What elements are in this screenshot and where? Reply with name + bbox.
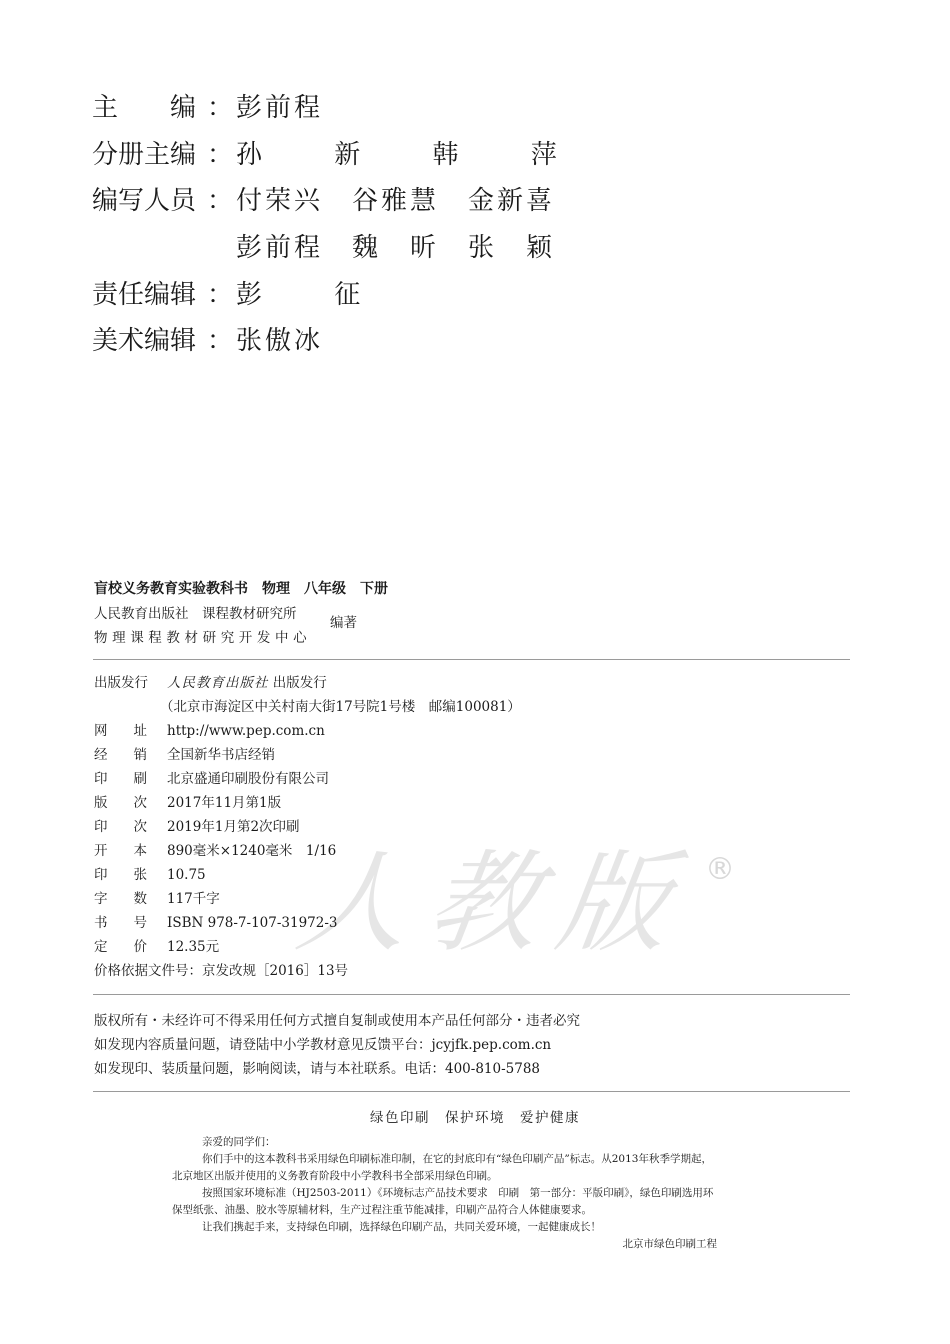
credit-value: 付荣兴 谷雅慧 金新喜 <box>236 186 556 216</box>
credit-label: 主 编 <box>92 93 197 123</box>
info-label: 开本 <box>94 843 173 859</box>
credit-value: 彭前程 魏 昕 张 颖 <box>236 233 556 263</box>
info-value: http://www.pep.com.cn <box>167 723 325 739</box>
info-value: 890毫米×1240毫米 1/16 <box>167 843 337 859</box>
credit-colon: ： <box>207 186 234 216</box>
info-label: 版次 <box>94 795 173 811</box>
info-label: 印刷 <box>94 771 173 787</box>
info-label: 定价 <box>94 939 173 955</box>
info-value: 12.35元 <box>167 939 220 955</box>
info-value: 2019年1月第2次印刷 <box>167 819 300 835</box>
credit-value: 彭前程 <box>236 93 324 123</box>
credit-label: 分册主编 <box>92 140 197 170</box>
credit-label: 编写人员 <box>92 186 197 216</box>
credit-colon: ： <box>207 280 234 310</box>
credit-label: 美术编辑 <box>92 326 197 356</box>
info-value: 北京盛通印刷股份有限公司 <box>167 771 329 787</box>
notice-paragraph-2: 按照国家环境标准（HJ2503-2011）《环境标志产品技术要求 印刷 第一部分：平版印刷》，绿色印刷选用环保型纸张、油墨、胶水等原辅材料，生产过程注重节能减排，印刷产品符合人体健康要求。 <box>172 1187 714 1216</box>
compiled-mark: 编著 <box>330 615 357 631</box>
info-value: 2017年11月第1版 <box>167 795 282 811</box>
notice-paragraph-1: 你们手中的这本教科书采用绿色印刷标准印制，在它的封底印有“绿色印刷产品”标志。从2013年秋季学期起，北京地区出版并使用的义务教育阶段中小学教科书全部采用绿色印刷。 <box>172 1153 712 1182</box>
publisher-line-2: 物理课程教材研究开发中心 <box>94 630 312 646</box>
info-label: 书号 <box>94 915 173 931</box>
green-print-notice <box>172 1134 717 1253</box>
info-value <box>167 672 327 694</box>
info-label: 印次 <box>94 819 173 835</box>
credit-value: 彭 征 <box>236 280 393 310</box>
info-label: 出版发行 <box>94 675 148 691</box>
divider <box>93 1091 850 1092</box>
info-value: 10.75 <box>167 867 206 883</box>
divider <box>93 994 850 995</box>
credit-value: 张傲冰 <box>236 326 324 356</box>
info-value: （北京市海淀区中关村南大街17号院1号楼 邮编100081） <box>160 699 521 715</box>
publisher-logo: 人民教育出版社 <box>167 675 269 691</box>
notice-paragraph-3: 让我们携起手来，支持绿色印刷，选择绿色印刷产品，共同关爱环境，一起健康成长！ <box>202 1221 601 1233</box>
green-print-title: 绿色印刷 保护环境 爱护健康 <box>370 1110 580 1126</box>
credit-colon: ： <box>207 326 234 356</box>
credit-value: 孙 新 韩 萍 <box>236 140 589 170</box>
registered-mark: ® <box>705 852 735 887</box>
book-title: 盲校义务教育实验教科书 物理 八年级 下册 <box>94 581 388 597</box>
notice-greeting: 亲爱的同学们： <box>202 1136 276 1148</box>
info-value: 价格依据文件号：京发改规［2016］13号 <box>94 963 349 979</box>
publish-suffix: 出版发行 <box>272 675 327 691</box>
copyright-line-1: 版权所有・未经许可不得采用任何方式擅自复制或使用本产品任何部分・违者必究 <box>94 1013 580 1029</box>
info-label: 印张 <box>94 867 173 883</box>
info-value: 117千字 <box>167 891 220 907</box>
info-value: ISBN 978-7-107-31972-3 <box>167 915 338 931</box>
credit-colon: ： <box>207 140 234 170</box>
info-label: 经销 <box>94 747 173 763</box>
info-label: 网址 <box>94 723 173 739</box>
copyright-line-3: 如发现印、装质量问题，影响阅读，请与本社联系。电话：400-810-5788 <box>94 1061 541 1077</box>
copyright-line-2: 如发现内容质量问题，请登陆中小学教材意见反馈平台：jcyjfk.pep.com.cn <box>94 1037 552 1053</box>
publisher-line-1: 人民教育出版社 课程教材研究所 <box>94 606 297 622</box>
credit-colon: ： <box>207 93 234 123</box>
divider <box>93 659 850 660</box>
credit-label: 责任编辑 <box>92 280 197 310</box>
info-value: 全国新华书店经销 <box>167 747 275 763</box>
notice-signature: 北京市绿色印刷工程 <box>622 1238 717 1250</box>
watermark-logo: 人教版 <box>289 839 698 967</box>
info-label: 字数 <box>94 891 173 907</box>
